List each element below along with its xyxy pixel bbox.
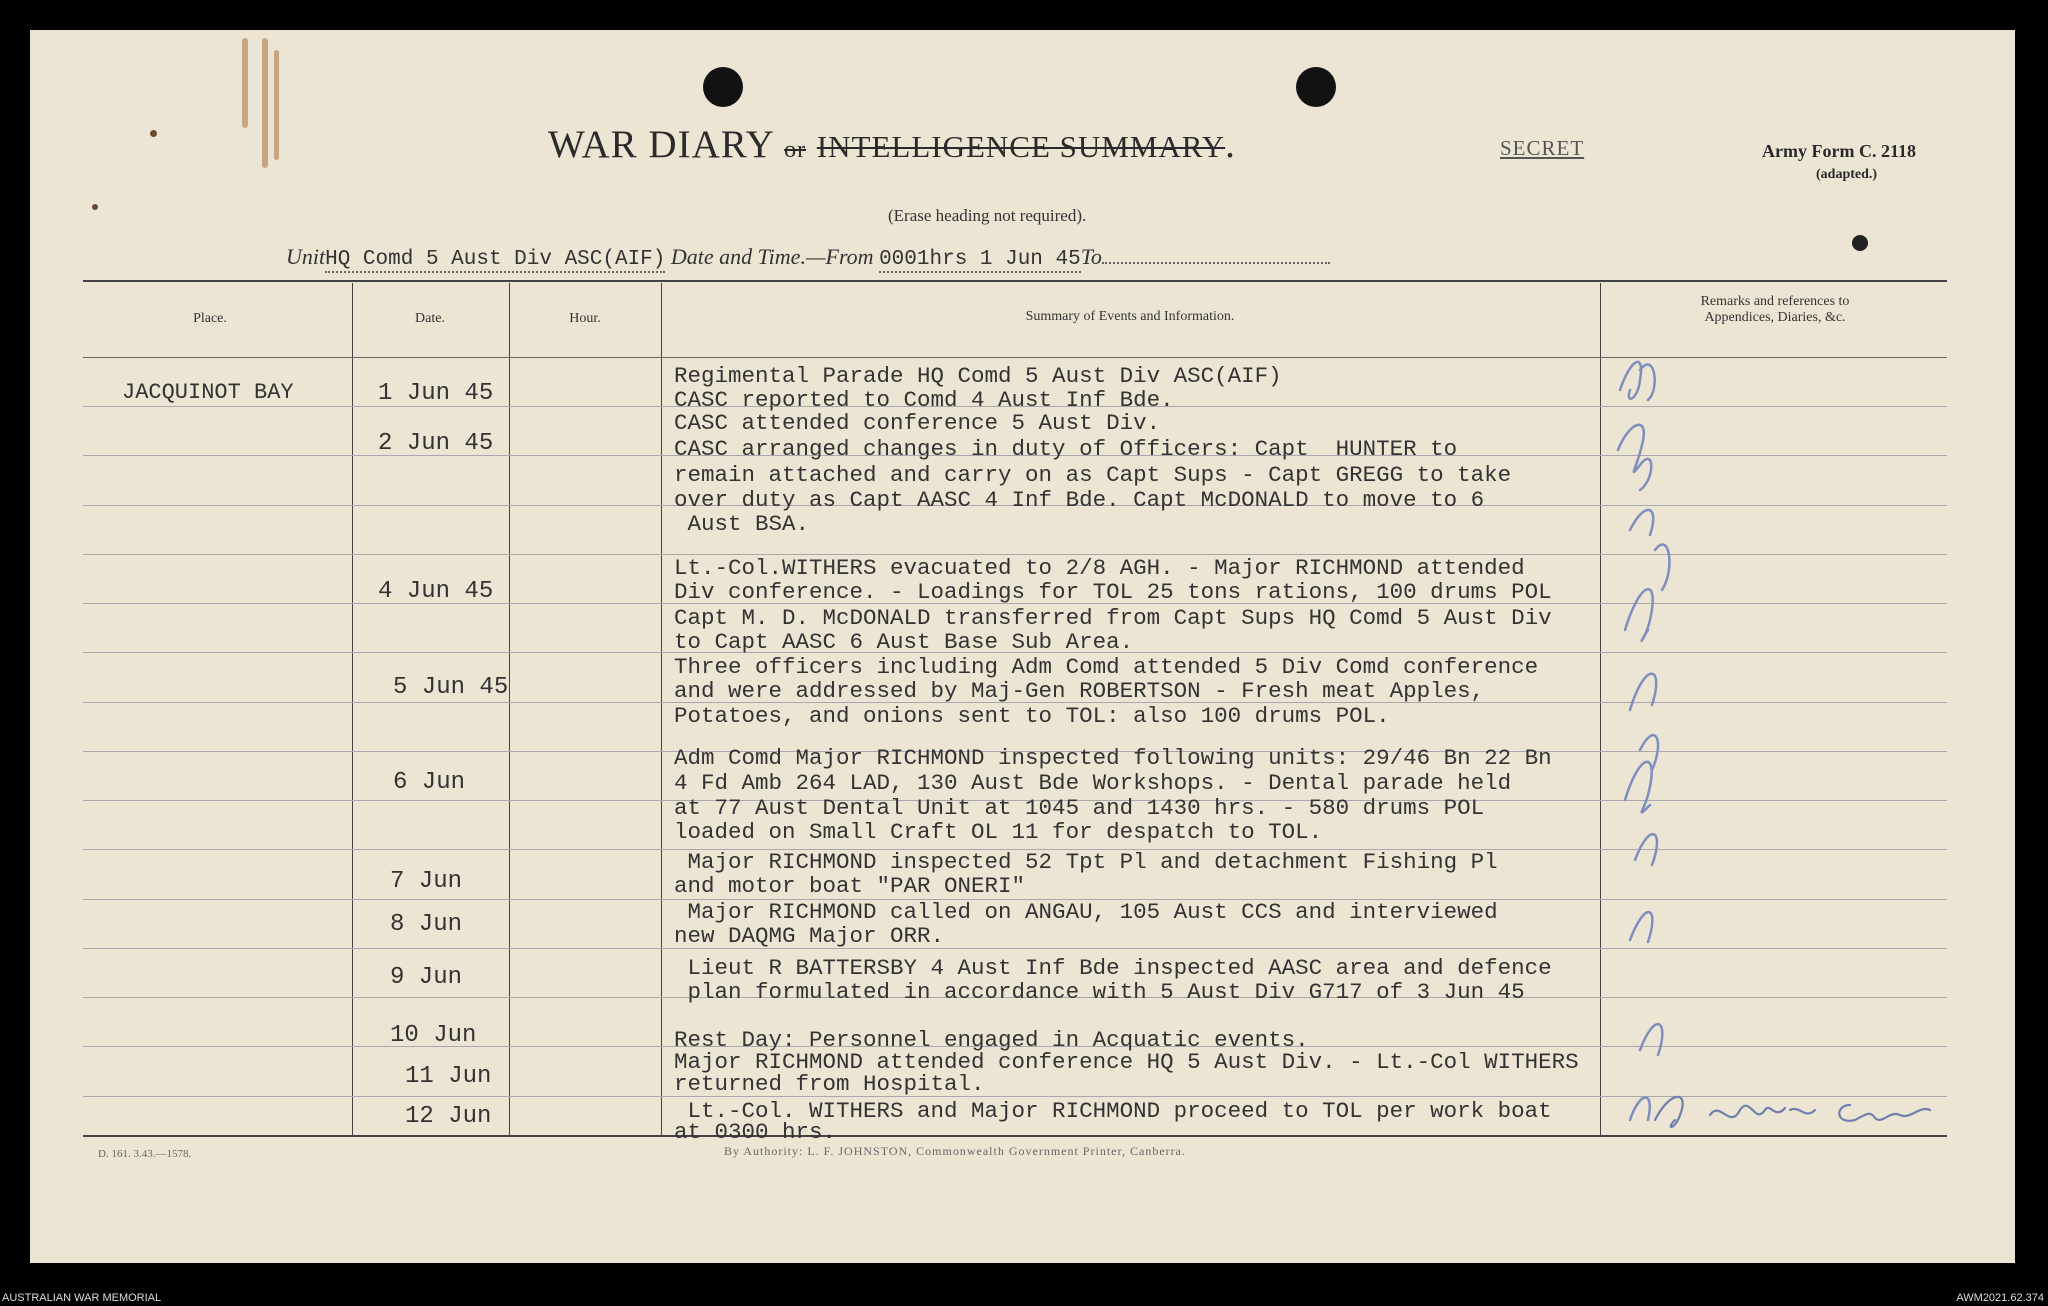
title-war-diary: WAR DIARY [548,123,774,166]
title-struck: INTELLIGENCE SUMMARY [816,129,1226,164]
event-line: Div conference. - Loadings for TOL 25 tons rations, 100 drums POL [674,579,1552,605]
event-line: Major RICHMOND attended conference HQ 5 Aust Div. - Lt.-Col WITHERS [674,1049,1579,1075]
event-line: Rest Day: Personnel engaged in Acquatic events. [674,1027,1309,1053]
column-header-summary: Summary of Events and Information. [1025,309,1235,324]
form-code: D. 161. 3.43.—1578. [98,1148,192,1160]
ink-spot [150,130,157,137]
rust-stain [274,50,279,160]
event-line: returned from Hospital. [674,1071,985,1097]
table-top-rule [83,280,1947,282]
column-divider [352,283,353,1135]
ink-spot [92,204,98,210]
rust-stain [262,38,268,168]
place-value: JACQUINOT BAY [122,380,294,405]
event-line: 4 Fd Amb 264 LAD, 130 Aust Bde Workshops. - Dental parade held [674,770,1512,796]
datetime-value: 0001hrs 1 Jun 45 [879,248,1081,271]
column-header-hour: Hour. [569,311,601,326]
event-line: and were addressed by Maj-Gen ROBERTSON - Fresh meat Apples, [674,678,1485,704]
event-line: at 77 Aust Dental Unit at 1045 and 1430 hrs. - 580 drums POL [674,795,1485,821]
army-form-label: Army Form C. 2118 [1762,141,1916,161]
date-cell: 6 Jun [393,769,466,796]
punch-hole [703,67,743,107]
printer-authority: By Authority: L. F. JOHNSTON, Commonwealth Government Printer, Canberra. [724,1144,1186,1158]
column-divider [661,283,662,1135]
datetime-label: Date and Time.—From [670,244,874,269]
secret-stamp: SECRET [1500,136,1585,160]
column-header-remarks: Remarks and references to Appendices, Diaries, &c. [1700,294,1850,325]
event-line: new DAQMG Major ORR. [674,923,945,949]
event-line: Adm Comd Major RICHMOND inspected following units: 29/46 Bn 22 Bn [674,745,1552,771]
event-line: Potatoes, and onions sent to TOL: also 100 drums POL. [674,703,1390,729]
event-line: CASC arranged changes in duty of Officers: Capt HUNTER to [674,436,1458,462]
column-header-date: Date. [415,311,445,326]
event-line: loaded on Small Craft OL 11 for despatch to TOL. [674,819,1323,845]
erase-note: (Erase heading not required). [888,206,1087,225]
page-title: WAR DIARY or INTELLIGENCE SUMMARY. [548,123,1236,166]
event-line: Lieut R BATTERSBY 4 Aust Inf Bde inspected AASC area and defence [674,955,1552,981]
event-line: Three officers including Adm Comd attended 5 Div Comd conference [674,654,1539,680]
event-line: Major RICHMOND called on ANGAU, 105 Aust CCS and interviewed [674,899,1498,925]
date-cell: 12 Jun [405,1103,492,1130]
event-line: Major RICHMOND inspected 52 Tpt Pl and detachment Fishing Pl [674,849,1498,875]
event-line: Capt M. D. McDONALD transferred from Capt Sups HQ Comd 5 Aust Div [674,605,1552,631]
event-line: CASC attended conference 5 Aust Div. [674,410,1161,436]
rust-stain [242,38,248,128]
punch-hole [1296,67,1336,107]
event-line: over duty as Capt AASC 4 Inf Bde. Capt McDONALD to move to 6 [674,487,1485,513]
date-cell: 11 Jun [405,1063,492,1090]
unit-value: HQ Comd 5 Aust Div ASC(AIF) [325,248,666,271]
date-cell: 1 Jun 45 [378,380,494,407]
event-line: Aust BSA. [674,511,810,537]
date-cell: 9 Jun [390,964,463,991]
to-label: To [1080,244,1102,269]
archive-caption-left: AUSTRALIAN WAR MEMORIAL [2,1292,162,1304]
event-line: Regimental Parade HQ Comd 5 Aust Div ASC(AIF) [674,363,1282,389]
archive-caption-right: AWM2021.62.374 [1956,1292,2044,1304]
event-line: and motor boat "PAR ONERI" [674,873,1026,899]
date-cell: 7 Jun [390,868,463,895]
date-cell: 5 Jun 45 [393,674,509,701]
event-line: Lt.-Col. WITHERS and Major RICHMOND proceed to TOL per work boat [674,1098,1552,1124]
event-line: Lt.-Col.WITHERS evacuated to 2/8 AGH. - Major RICHMOND attended [674,555,1525,581]
title-or-struck: or [784,137,807,163]
paper-damage [1852,235,1868,251]
unit-line [286,244,1330,273]
event-line: CASC reported to Comd 4 Aust Inf Bde. [674,387,1174,413]
date-cell: 2 Jun 45 [378,430,494,457]
event-line: at 0300 hrs. [674,1119,837,1145]
column-divider [509,283,510,1135]
date-cell: 4 Jun 45 [378,578,494,605]
handwritten-signature [1650,1080,1940,1140]
event-line: remain attached and carry on as Capt Sups - Capt GREGG to take [674,462,1512,488]
event-line: plan formulated in accordance with 5 Aust Div G717 of 3 Jun 45 [674,979,1525,1005]
event-line: to Capt AASC 6 Aust Base Sub Area. [674,629,1134,655]
date-cell: 8 Jun [390,911,463,938]
date-cell: 10 Jun [390,1022,477,1049]
adapted-label: (adapted.) [1816,167,1878,182]
unit-label: Unit [286,244,326,269]
column-header-place: Place. [193,311,227,326]
handwritten-initials [1600,330,1730,1130]
